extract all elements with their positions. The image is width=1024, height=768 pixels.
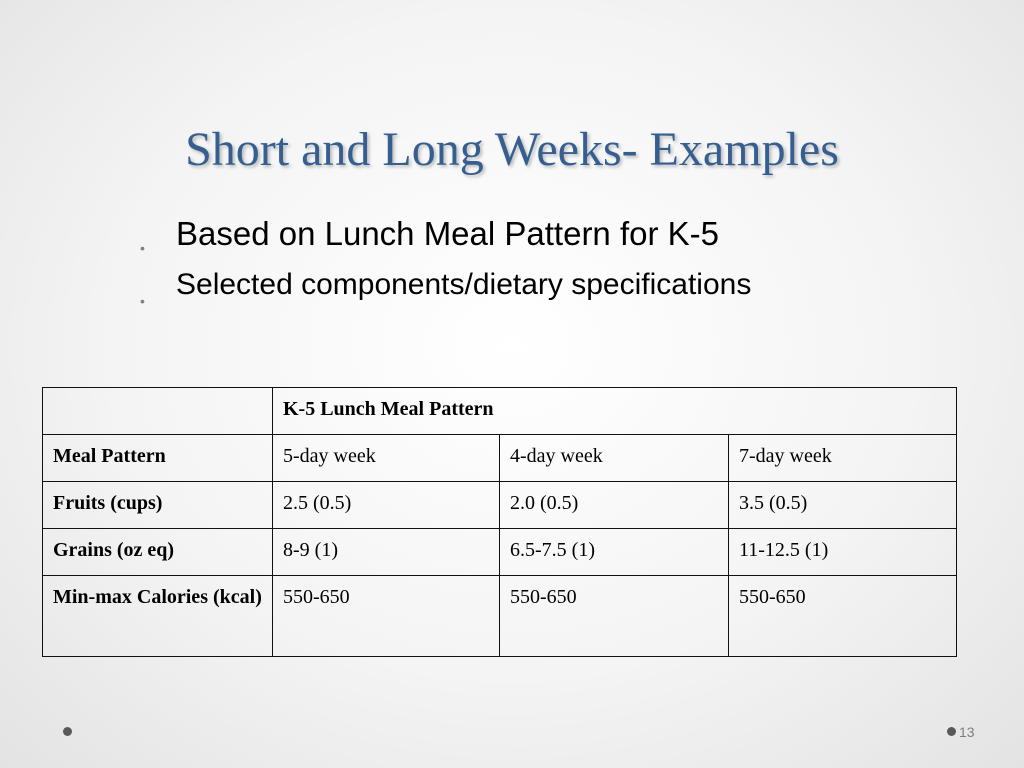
table-cell: 550-650 [273, 576, 500, 657]
bullet-dot-icon: • [140, 240, 145, 256]
table-cell: 550-650 [729, 576, 957, 657]
table-cell: 2.0 (0.5) [500, 482, 729, 529]
bullet-dot-icon: • [140, 293, 145, 309]
table-row [43, 435, 957, 482]
row-label: Meal Pattern [43, 435, 273, 482]
table-header-blank-cell [43, 388, 273, 435]
table-row [43, 529, 957, 576]
table-cell: 5-day week [273, 435, 500, 482]
table-cell: 4-day week [500, 435, 729, 482]
decorative-dot-icon [947, 727, 956, 736]
table-row [43, 482, 957, 529]
table-cell: 11-12.5 (1) [729, 529, 957, 576]
table-cell: 7-day week [729, 435, 957, 482]
table-cell: 8-9 (1) [273, 529, 500, 576]
row-label: Grains (oz eq) [43, 529, 273, 576]
bullet-list [140, 210, 940, 312]
table-cell: 6.5-7.5 (1) [500, 529, 729, 576]
slide-title: Short and Long Weeks- Examples [185, 123, 839, 176]
meal-pattern-table [42, 387, 957, 657]
bullet-text: Selected components/dietary specifications [176, 268, 752, 301]
row-label: Min-max Calories (kcal) [43, 576, 273, 657]
bullet-text: Based on Lunch Meal Pattern for K-5 [176, 215, 719, 252]
table-cell: 2.5 (0.5) [273, 482, 500, 529]
bullet-item [140, 258, 940, 312]
row-label: Fruits (cups) [43, 482, 273, 529]
table-row [43, 576, 957, 657]
table-header-cell: K-5 Lunch Meal Pattern [273, 388, 957, 435]
table-header-row [43, 388, 957, 435]
table-cell: 550-650 [500, 576, 729, 657]
decorative-dot-icon [63, 727, 72, 736]
page-number: 13 [959, 724, 975, 740]
bullet-item [140, 210, 940, 258]
table-cell: 3.5 (0.5) [729, 482, 957, 529]
